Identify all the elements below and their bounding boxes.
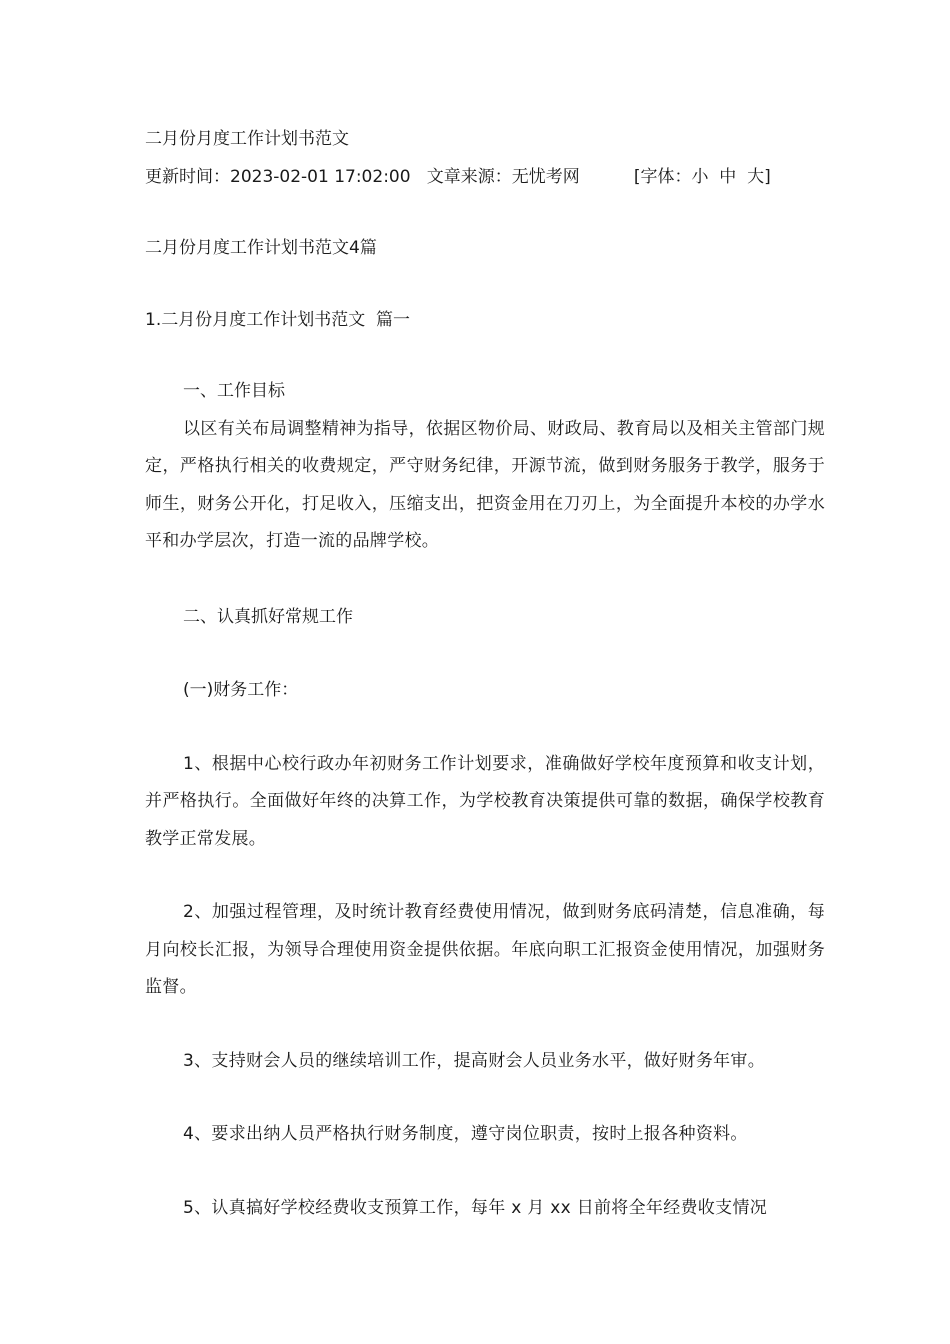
spacer [145,196,825,230]
article-content [145,121,825,1227]
spacer [145,561,825,599]
spacer [145,1154,825,1190]
spacer [145,636,825,672]
spacer [145,858,825,894]
document-subtitle: 二月份月度工作计划书范文4篇 [145,238,377,258]
spacer [145,339,825,373]
font-size-large-button[interactable]: 大 [747,166,765,187]
font-size-small-button[interactable]: 小 [691,166,709,187]
article-meta [145,159,825,197]
list-item-5: 5、认真搞好学校经费收支预算工作，每年 x 月 xx 日前将全年经费收支情况 [183,1197,768,1218]
list-item-4: 4、要求出纳人员严格执行财务制度，遵守岗位职责，按时上报各种资料。 [183,1124,748,1144]
subheading-finance: (一)财务工作： [183,680,299,700]
list-item-1: 1、根据中心校行政办年初财务工作计划要求，准确做好学校年度预算和收支计划，并严格执行。全面做好年终的决算工作，为学校教育决策提供可靠的数据，确保学校教育教学正常发展。 [145,753,825,849]
spacer [145,1080,825,1116]
font-size-open: [字体： [633,166,692,187]
spacer [145,710,825,746]
article-title: 二月份月度工作计划书范文 [145,129,349,149]
list-item-3: 3、支持财会人员的继续培训工作，提高财会人员业务水平，做好财务年审。 [183,1050,766,1071]
updated-label: 更新时间： [145,166,230,187]
spacer [145,268,825,302]
paragraph-work-goal: 以区有关布局调整精神为指导，依据区物价局、财政局、教育局以及相关主管部门规定，严格执行相关的收费规定，严守财务纪律，开源节流，做到财务服务于教学，服务于师生，财务公开化，打足收入，压缩支出，把资金用在刀刃上，为全面提升本校的办学水平和办学层次，打造一流的品牌学校。 [145,418,825,551]
section-title: 1.二月份月度工作计划书范文 篇一 [145,309,411,330]
font-size-close: ] [764,166,771,187]
list-item-2: 2、加强过程管理，及时统计教育经费使用情况，做到财务底码清楚，信息准确，每月向校长汇报，为领导合理使用资金提供依据。年底向职工汇报资金使用情况，加强财务监督。 [145,902,825,997]
source-label: 文章来源： [426,166,512,187]
updated-time: 2023-02-01 17:02:00 [230,166,411,187]
source-name: 无忧考网 [511,166,580,187]
font-size-medium-button[interactable]: 中 [719,166,737,187]
spacer [145,1007,825,1043]
heading-work-goal: 一、工作目标 [183,381,285,401]
heading-routine-work: 二、认真抓好常规工作 [183,606,353,627]
